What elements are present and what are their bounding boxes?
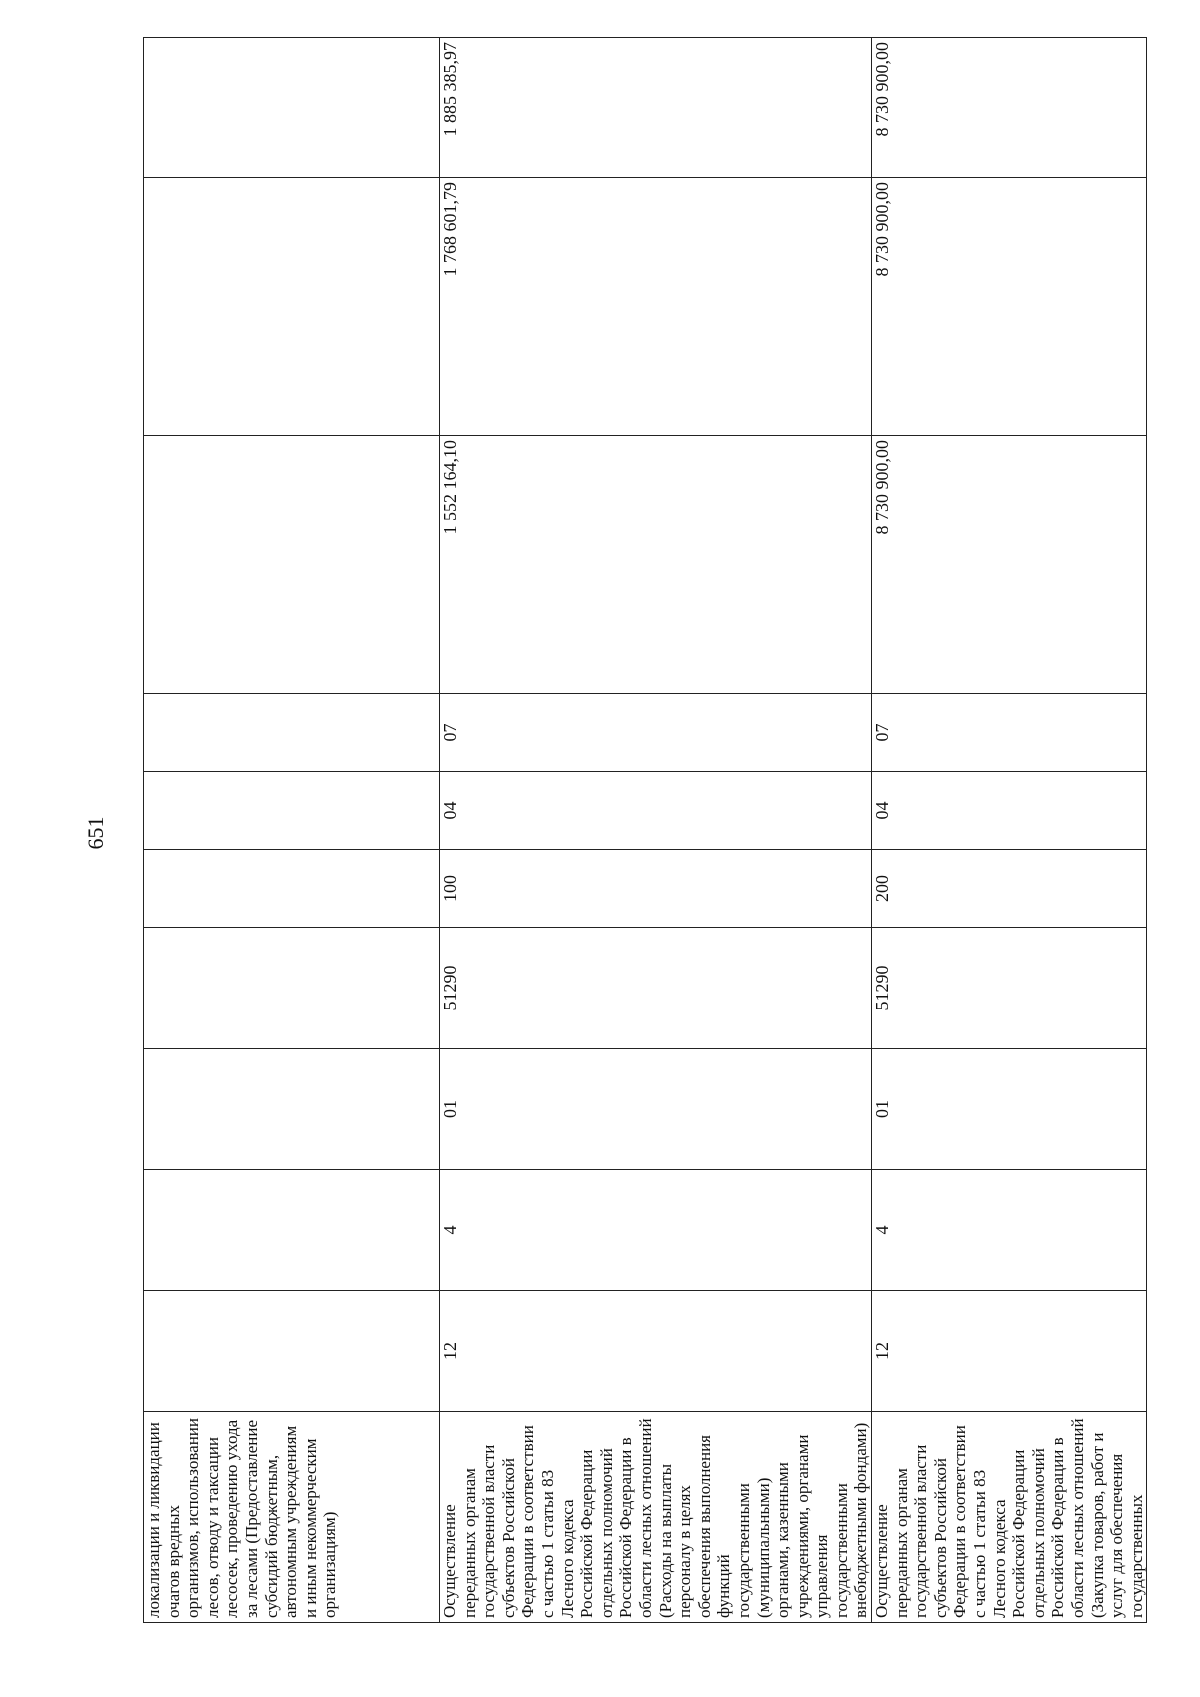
cell-amount-3	[144, 38, 440, 178]
row-description: Осуществление переданных органам государственной власти субъектов Российской Федерации в соответствии с частью 1 статьи 83 Лесного кодекса Российской Федерации отдельных полномочий Российской Федерации в области лесных отношений (Закупка товаров, работ и услуг для обеспечения государственных	[872, 1412, 1147, 1623]
cell-code-6: 04	[440, 772, 872, 850]
cell-code-4	[144, 928, 440, 1049]
cell-code-5: 100	[440, 850, 872, 928]
cell-code-3: 01	[440, 1049, 872, 1170]
rotated-table-container	[143, 38, 1146, 1623]
cell-code-1: 12	[440, 1291, 872, 1412]
cell-code-4: 51290	[872, 928, 1147, 1049]
cell-amount-2: 8 730 900,00	[872, 178, 1147, 436]
cell-code-6	[144, 772, 440, 850]
cell-code-1: 12	[872, 1291, 1147, 1412]
cell-amount-1: 8 730 900,00	[872, 436, 1147, 694]
cell-code-3	[144, 1049, 440, 1170]
cell-code-6: 04	[872, 772, 1147, 850]
cell-code-7	[144, 694, 440, 772]
cell-amount-1: 1 552 164,10	[440, 436, 872, 694]
cell-code-2: 4	[440, 1170, 872, 1291]
cell-amount-3: 1 885 385,97	[440, 38, 872, 178]
cell-code-5: 200	[872, 850, 1147, 928]
table-row	[872, 38, 1147, 1623]
cell-code-7: 07	[872, 694, 1147, 772]
cell-code-2	[144, 1170, 440, 1291]
table-rotation-frame	[143, 38, 1146, 1623]
cell-code-7: 07	[440, 694, 872, 772]
cell-code-1	[144, 1291, 440, 1412]
row-description: локализации и ликвидации очагов вредных организмов, использовании лесов, отводу и таксации лесосек, проведению ухода за лесами (Предоставление субсидий бюджетным, автономным учреждениям и иным некоммерческим организациям)	[144, 1412, 440, 1623]
cell-code-5	[144, 850, 440, 928]
page-number: 651	[83, 816, 108, 850]
table-row	[440, 38, 872, 1623]
cell-amount-2	[144, 178, 440, 436]
cell-amount-2: 1 768 601,79	[440, 178, 872, 436]
cell-code-4: 51290	[440, 928, 872, 1049]
budget-table	[143, 37, 1147, 1623]
cell-code-2: 4	[872, 1170, 1147, 1291]
cell-code-3: 01	[872, 1049, 1147, 1170]
cell-amount-3: 8 730 900,00	[872, 38, 1147, 178]
table-row	[144, 38, 440, 1623]
row-description: Осуществление переданных органам государственной власти субъектов Российской Федерации в соответствии с частью 1 статьи 83 Лесного кодекса Российской Федерации отдельных полномочий Российской Федерации в области лесных отношений (Расходы на выплаты персоналу в целях обеспечения выполнения функций государственными (муниципальными) органами, казенными учреждениями, органами управления государственными внебюджетными фондами)	[440, 1412, 872, 1623]
cell-amount-1	[144, 436, 440, 694]
